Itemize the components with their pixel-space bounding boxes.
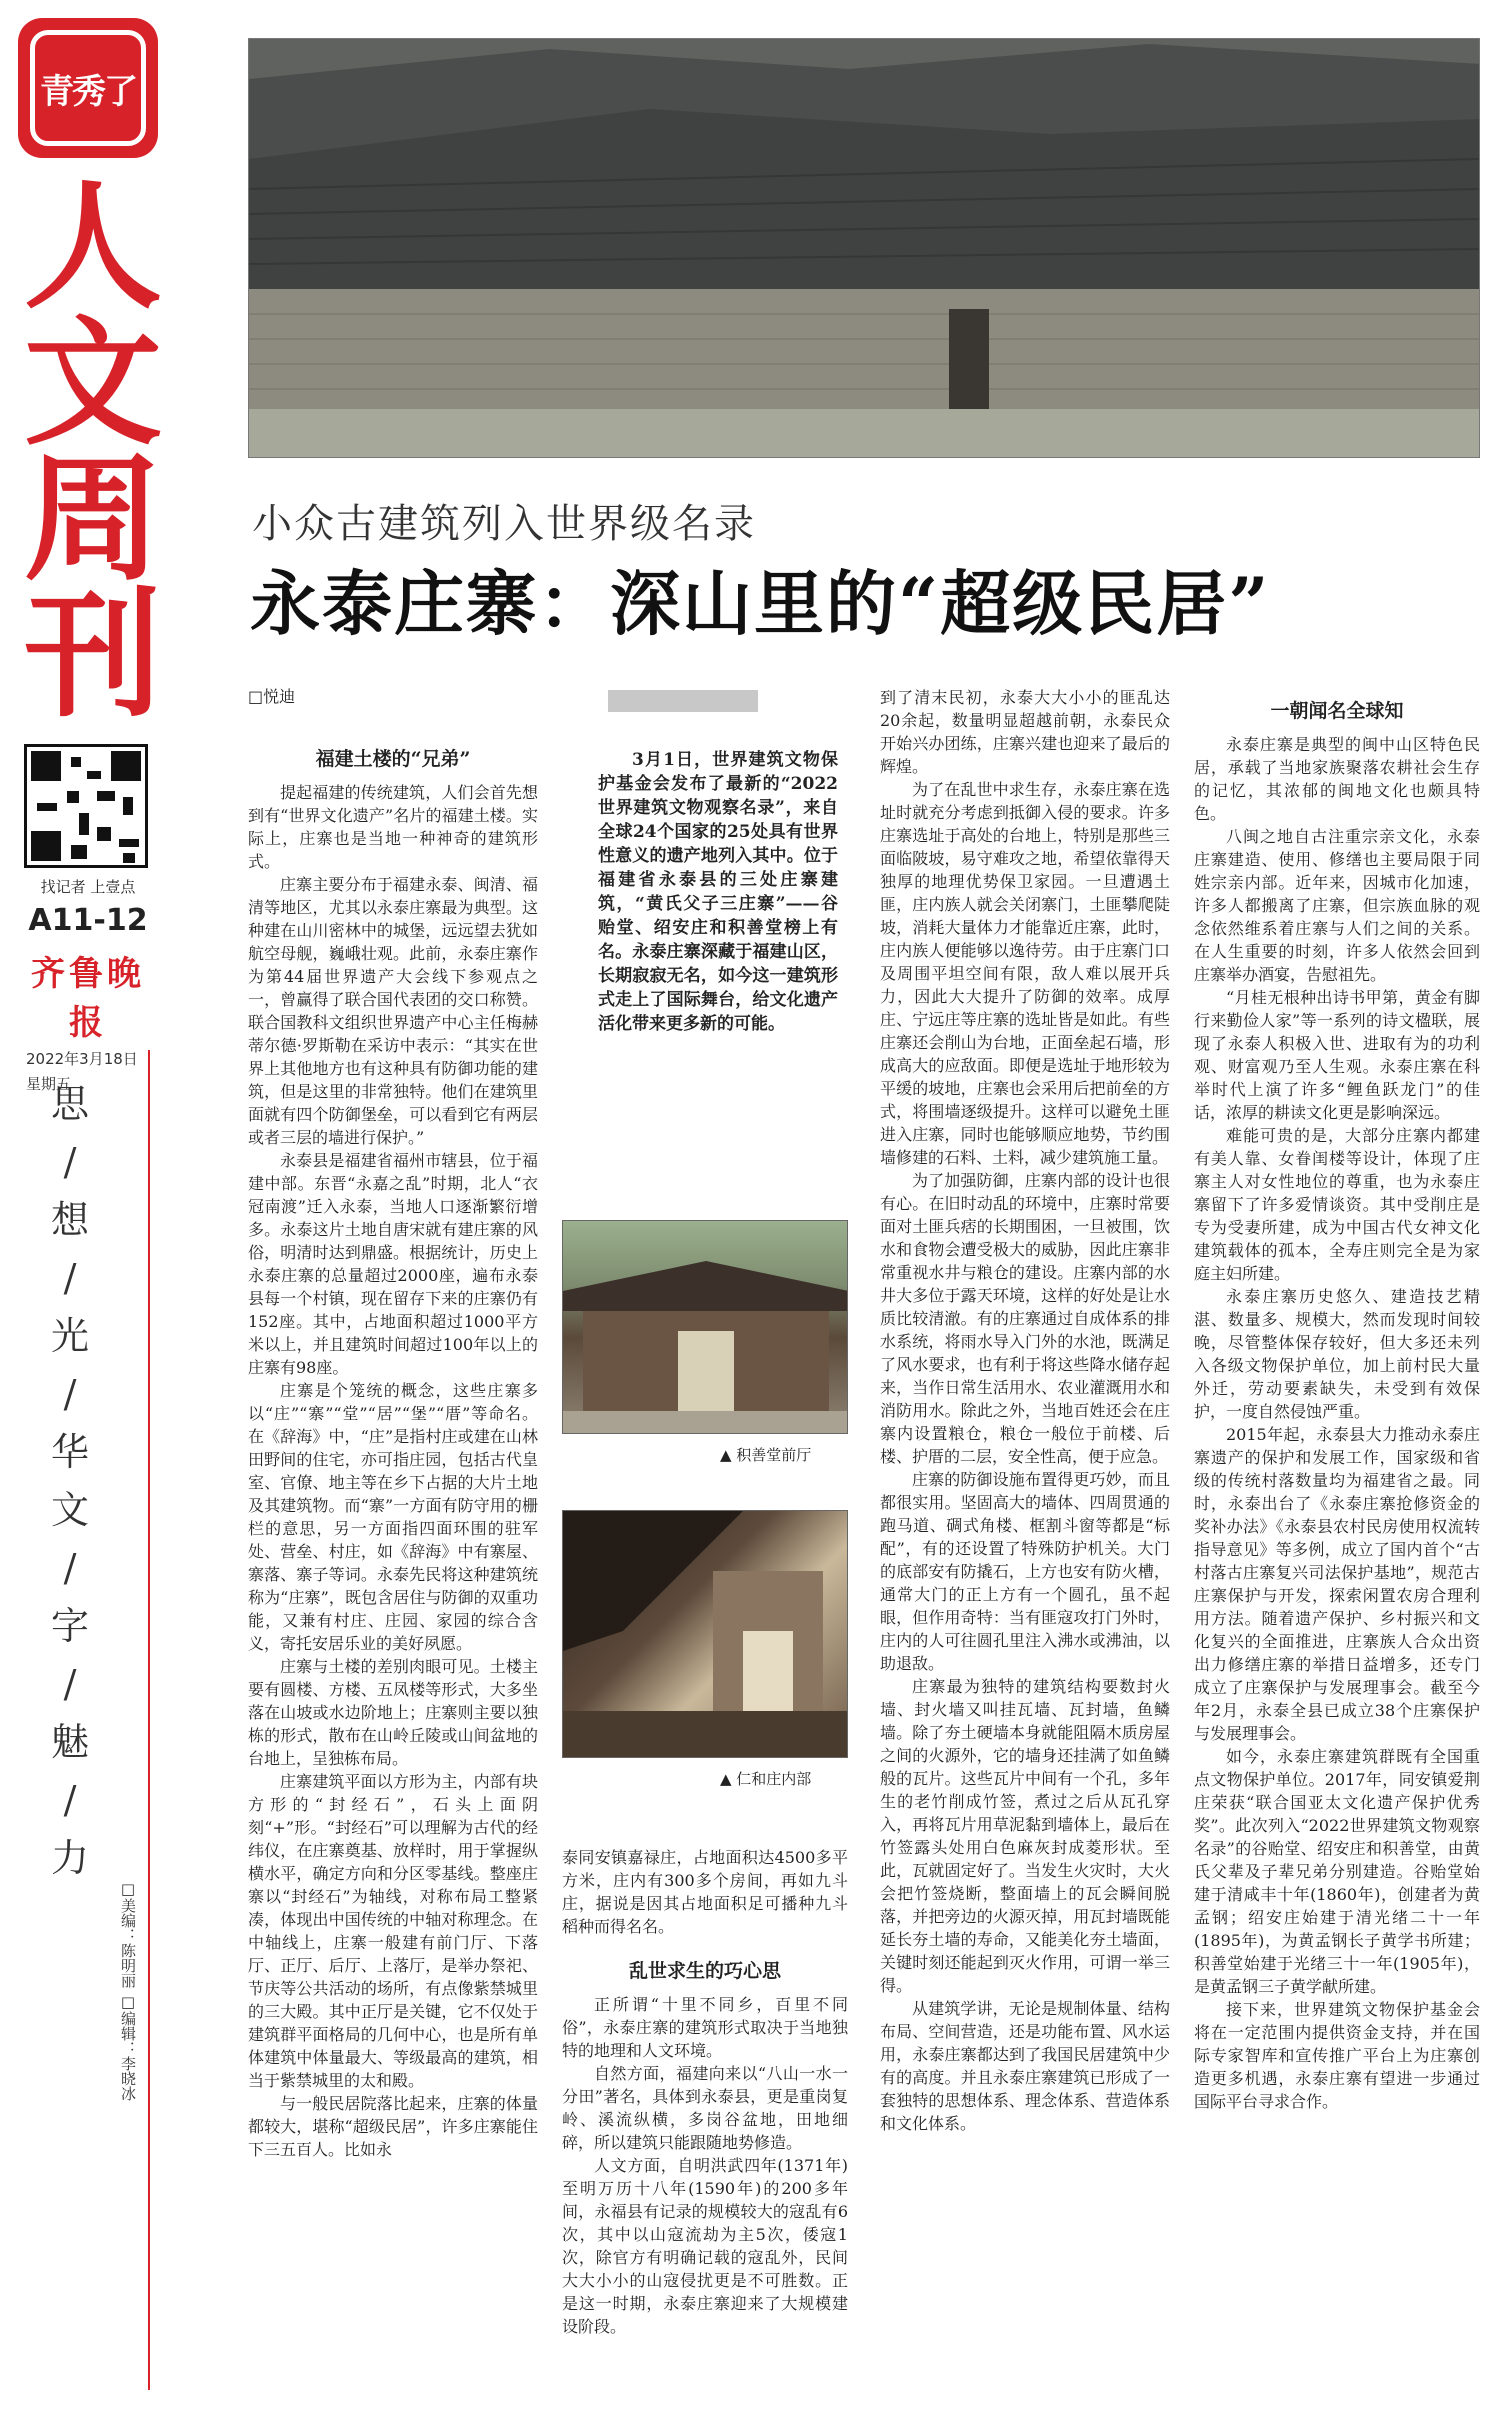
paragraph: 自然方面，福建向来以“八山一水一分田”著名，具体到永泰县，更是重岗复岭、溪流纵横，多岗谷盆地，田地细碎，所以建筑只能跟随地势修造。 [562,2064,848,2152]
paragraph: 永泰县是福建省福州市辖县，位于福建中部。东晋“永嘉之乱”时期，北人“衣冠南渡”迁入永泰，当地人口逐渐繁衍增多。永泰这片土地自唐宋就有建庄寨的风俗，明清时达到鼎盛。根据统计，历史上永泰庄寨的总量超过2000座，遍布永泰县每一个村镇，现在留存下来的庄寨仍有152座。其中，占地面积超过1000平方米以上，并且建筑时间超过100年以上的庄寨有98座。 [248,1151,538,1377]
hero-photo [248,38,1480,458]
paper-name: 齐鲁晚报 [31,954,145,1043]
paragraph-continued: 泰同安镇嘉禄庄，占地面积达4500多平方米，庄内有300多个房间，再如九斗庄，据说是因其占地面积足可播种九斗稻种而得名名。 [562,1848,848,1936]
paragraph: 接下来，世界建筑文物保护基金会将在一定范围内提供资金支持，并在国际专家智库和宣传推广平台上为庄寨创造更多机遇，永泰庄寨有望进一步通过国际平台寻求合作。 [1194,2000,1480,2111]
editor-credits: □美编：陈明丽 □编辑：李晓冰 [119,1880,137,2101]
paragraph: 为了加强防御，庄寨内部的设计也很有心。在旧时动乱的环境中，庄寨时常要面对土匪兵痞的长期围困，一旦被围，饮水和食物会遭受极大的威胁，因此庄寨非常重视水井与粮仓的建设。庄寨内部的水井大多位于露天环境，这样的好处是让水质比较清澈。有的庄寨通过自成体系的排水系统，将雨水导入门外的水池，既满足了风水要求，也有利于将这些降水储存起来，当作日常生活用水、农业灌溉用水和消防用水。除此之外，当地百姓还会在庄寨内设置粮仓，粮仓一般位于前楼、后楼、护厝的二层，安全性高，便于应急。 [880,1171,1170,1466]
paragraph: 庄寨的防御设施布置得更巧妙，而且都很实用。坚固高大的墙体、四周贯通的跑马道、碉式角楼、框割斗窗等都是“标配”，有的还设置了特殊防护机关。大门的底部安有防撬石，上方也安有防火槽，通常大门的正上方有一个圆孔，虽不起眼，但作用奇特：当有匪寇攻打门外时，庄内的人可往圆孔里注入沸水或沸油，以助退敌。 [880,1470,1170,1673]
issue-weekday: 星期五 [26,1075,72,1093]
paragraph: 庄寨建筑平面以方形为主，内部有块方形的“封经石”，石头上面阴刻“+”形。“封经石”可以理解为古代的经纬仪，在庄寨奠基、放样时，用于掌握纵横水平，确定方向和分区零基线。整座庄寨以“封经石”为轴线，对称布局工整紧凑，体现出中国传统的中轴对称理念。在中轴线上，庄寨一般建有前门厅、下落厅、正厅、后厅、上落厅，是举办祭祀、节庆等公共活动的场所，有点像紫禁城里的三大殿。其中正厅是关键，它不仅处于建筑群平面格局的几何中心，也是所有单体建筑中体量最大、等级最高的建筑，相当于紫禁城里的太和殿。 [248,1772,538,2090]
paper-logo[interactable] [18,18,158,158]
masthead-char: 人 [23,167,162,328]
paragraph: 八闽之地自古注重宗亲文化，永泰庄寨建造、使用、修缮也主要局限于同姓宗亲内部。近年来，因城市化加速，许多人都搬离了庄寨，但宗族血脉的观念依然维系着庄寨与人们之间的关系。在人生重要的时刻，许多人依然会回到庄寨举办酒宴，告慰祖先。 [1194,827,1480,984]
subheading-1: 福建土楼的“兄弟” [315,748,471,770]
paragraph: 难能可贵的是，大部分庄寨内都建有美人靠、女眷闺楼等设计，体现了庄寨主人对女性地位的尊重，也为永泰庄寨留下了许多爱情谈资。其中受削庄是专为受妻所建，成为中国古代女神文化建筑载体的孤本，全寿庄则完全是为家庭主妇所建。 [1194,1126,1480,1283]
brand-divider [148,1050,150,2390]
article-headline: 永泰庄寨：深山里的“超级民居” [250,562,1271,645]
paragraph: 提起福建的传统建筑，人们会首先想到有“世界文化遗产”名片的福建土楼。实际上，庄寨也是当地一种神奇的建筑形式。 [248,783,538,871]
intro-summary: 3月1日，世界建筑文物保护基金会发布了最新的“2022世界建筑文物观察名录”，来自全球24个国家的25处具有世界性意义的遗产地列入其中。位于福建省永泰县的三处庄寨建筑，“黄氏父子三庄寨”——谷贻堂、绍安庄和积善堂榜上有名。永泰庄寨深藏于福建山区，长期寂寂无名，如今这一建筑形式走上了国际舞台，给文化遗产活化带来更多新的可能。 [598,750,838,1034]
caption-1: ▲ 积善堂前厅 [720,1446,812,1464]
page-number: A11-12 [28,903,148,938]
logo-text: 青秀了 [30,30,146,146]
column-1 [248,742,538,2161]
paragraph: 正所谓“十里不同乡，百里不同俗”，永泰庄寨的建筑形式取决于当地独特的地理和人文环境。 [562,1995,848,2060]
paragraph: 与一般民居院落比起来，庄寨的体量都较大，堪称“超级民居”，许多庄寨能住下三五百人。比如永 [248,2094,538,2159]
slogan: 思 / 想 / 光 / 华 文 / 字 / 魅 / 力 [50,1082,89,1880]
paragraph: 为了在乱世中求生存，永泰庄寨在选址时就充分考虑到抵御入侵的要求。许多庄寨选址于高处的台地上，特别是那些三面临陂坡，易守难攻之地，希望依靠得天独厚的地理优势保卫家园。一旦遭遇土匪，庄内族人就会关闭寨门，土匪攀爬陡坡，消耗大量体力才能靠近庄寨，此时，庄内族人便能够以逸待劳。由于庄寨门口及周围平坦空间有限，敌人难以展开兵力，因此大大提升了防御的效率。成厚庄、宁远庄等庄寨的选址皆是如此。有些庄寨还会削山为台地，正面垒起石墙，形成高大的应敌面。即便是选址于地形较为平缓的坡地，庄寨也会采用后把前垒的方式，将围墙逐级提升。这样可以避免土匪进入庄寨，同时也能够顺应地势，节约围墙修建的石料、土料，减少建筑施工量。 [880,780,1170,1167]
paragraph: 永泰庄寨是典型的闽中山区特色民居，承载了当地家族聚落农耕社会生存的记忆，其浓郁的闽地文化也颇具特色。 [1194,735,1480,823]
author-byline: □悦迪 [248,687,296,706]
qr-code[interactable] [24,744,148,868]
caption-2: ▲ 仁和庄内部 [720,1770,812,1788]
paragraph: 2015年起，永泰县大力推动永泰庄寨遗产的保护和发展工作，国家级和省级的传统村落数量均为福建省之最。同时，永泰出台了《永泰庄寨抢修资金的奖补办法》《永泰县农村民房使用权流转指导意见》等多例，成立了国内首个“古村落古庄寨复兴司法保护基地”，规范古庄寨保护与开发，探索闲置农房合理利用方法。随着遗产保护、乡村振兴和文化复兴的全面推进，庄寨族人合众出资出力修缮庄寨的举措日益增多，还专门成立了庄寨保护与发展理事会。截至今年2月，永泰全县已成立38个庄寨保护与发展理事会。 [1194,1425,1480,1743]
article-kicker: 小众古建筑列入世界级名录 [252,501,756,547]
paragraph: 人文方面，自明洪武四年(1371年)至明万历十八年(1590年)的200多年间，永福县有记录的规模较大的寇乱有6次，其中以山寇流劫为主5次，倭寇1次，除官方有明确记载的寇乱外，民间大大小小的山寇侵扰更是不可胜数。正是这一时期，永泰庄寨迎来了大规模建设阶段。 [562,2156,848,2336]
photo-renhezhuang [562,1510,848,1758]
tag-bar [608,690,758,712]
column-2 [562,1846,848,2338]
paragraph: “月桂无根种出诗书甲第，黄金有脚行来勤俭人家”等一系列的诗文楹联，展现了永泰人积极入世、进取有为的功利观、财富观乃至人生观。永泰庄寨在科举时代上演了许多“鲤鱼跃龙门”的佳话，浓厚的耕读文化更是影响深远。 [1194,988,1480,1122]
subheading-2: 乱世求生的巧心思 [628,1960,781,1982]
photo-jishantang [562,1220,848,1434]
paragraph: 庄寨与土楼的差别肉眼可见。土楼主要有圆楼、方楼、五凤楼等形式，大多坐落在山坡或水边阶地上；庄寨则主要以独栋的形式，散布在山岭丘陵或山间盆地的台地上，呈独栋布局。 [248,1657,538,1768]
paragraph: 从建筑学讲，无论是规制体量、结构布局、空间营造，还是功能布置、风水运用，永泰庄寨都达到了我国民居建筑中少有的高度。并且永泰庄寨建筑已形成了一套独特的思想体系、理念体系、营造体系和文化体系。 [880,1999,1170,2133]
paragraph: 如今，永泰庄寨建筑群既有全国重点文物保护单位。2017年，同安镇爱荆庄荣获“联合国亚太文化遗产保护优秀奖”。此次列入“2022世界建筑文物观察名录”的谷贻堂、绍安庄和积善堂，由黄氏父辈及子辈兄弟分别建造。谷贻堂始建于清咸丰十年(1860年)，创建者为黄孟钢；绍安庄始建于清光绪二十一年(1895年)，为黄孟钢长子黄学书所建；积善堂始建于光绪三十一年(1905年)，是黄孟钢三子黄学献所建。 [1194,1747,1480,1996]
masthead-char: 刊 [23,575,162,736]
paragraph: 庄寨是个笼统的概念，这些庄寨多以“庄”“寨”“堂”“居”“堡”“厝”等命名。在《辞海》中，“庄”是指村庄或建在山林田野间的住宅，亦可指庄园，包括古代皇室、官僚、地主等在乡下占据的大片土地及其建筑物。而“寨”一方面有防守用的栅栏的意思，另一方面指四面环围的驻军处、营垒、村庄，如《辞海》中有寨屋、寨落、寨子等词。永泰先民将这种建筑统称为“庄寨”，既包含居住与防御的双重功能，又兼有村庄、庄园、家园的综合含义，寄托安居乐业的美好夙愿。 [248,1381,538,1653]
issue-date: 2022年3月18日 [26,1050,138,1068]
paragraph: 永泰庄寨历史悠久、建造技艺精湛、数量多、规模大，然而发现时间较晚，尽管整体保存较好，但大多还未列入各级文物保护单位，加上前村民大量外迁，劳动要素缺失，未受到有效保护，一度自然侵蚀严重。 [1194,1287,1480,1421]
masthead-char: 周 [23,439,162,600]
paragraph: 庄寨主要分布于福建永泰、闽清、福清等地区，尤其以永泰庄寨最为典型。这种建在山川密林中的城堡，远远望去犹如航空母舰，巍峨壮观。此前，永泰庄寨作为第44届世界遗产大会线下参观点之一，曾赢得了联合国代表团的交口称赞。联合国教科文组织世界遗产中心主任梅赫蒂尔德·罗斯勒在采访中表示：“其实在世界上其他地方也有这种具有防御功能的建筑，但是这里的非常独特。他们在建筑里面就有四个防御堡垒，可以看到它有两层或者三层的墙进行保护。” [248,875,538,1147]
paragraph: 庄寨最为独特的建筑结构要数封火墙、封火墙又叫挂瓦墙、瓦封墙，鱼鳞墙。除了夯土硬墙本身就能阻隔木质房屋之间的火源外，它的墙身还挂满了如鱼鳞般的瓦片。这些瓦片中间有一个孔，多年生的老竹削成竹签，煮过之后从瓦孔穿入，再将瓦片用草泥黏到墙体上，最后在竹签露头处用白色麻灰封成菱形状。至此，瓦就固定好了。当发生火灾时，大火会把竹签烧断，整面墙上的瓦会瞬间脱落，并把旁边的火源灭掉，用瓦封墙既能延长夯土墙的寿命，又能美化夯土墙面，关键时刻还能起到灭火作用，可谓一举三得。 [880,1677,1170,1995]
column-3 [880,686,1170,2135]
paragraph-continued: 到了清末民初，永泰大大小小的匪乱达20余起，数量明显超越前朝，永泰民众开始兴办团练，庄寨兴建也迎来了最后的辉煌。 [880,688,1170,776]
column-4 [1194,700,1480,2113]
qr-caption: 找记者 上壹点 [40,878,136,896]
masthead-char: 文 [23,303,162,464]
subheading-3: 一朝闻名全球知 [1270,700,1404,722]
masthead [18,167,168,736]
